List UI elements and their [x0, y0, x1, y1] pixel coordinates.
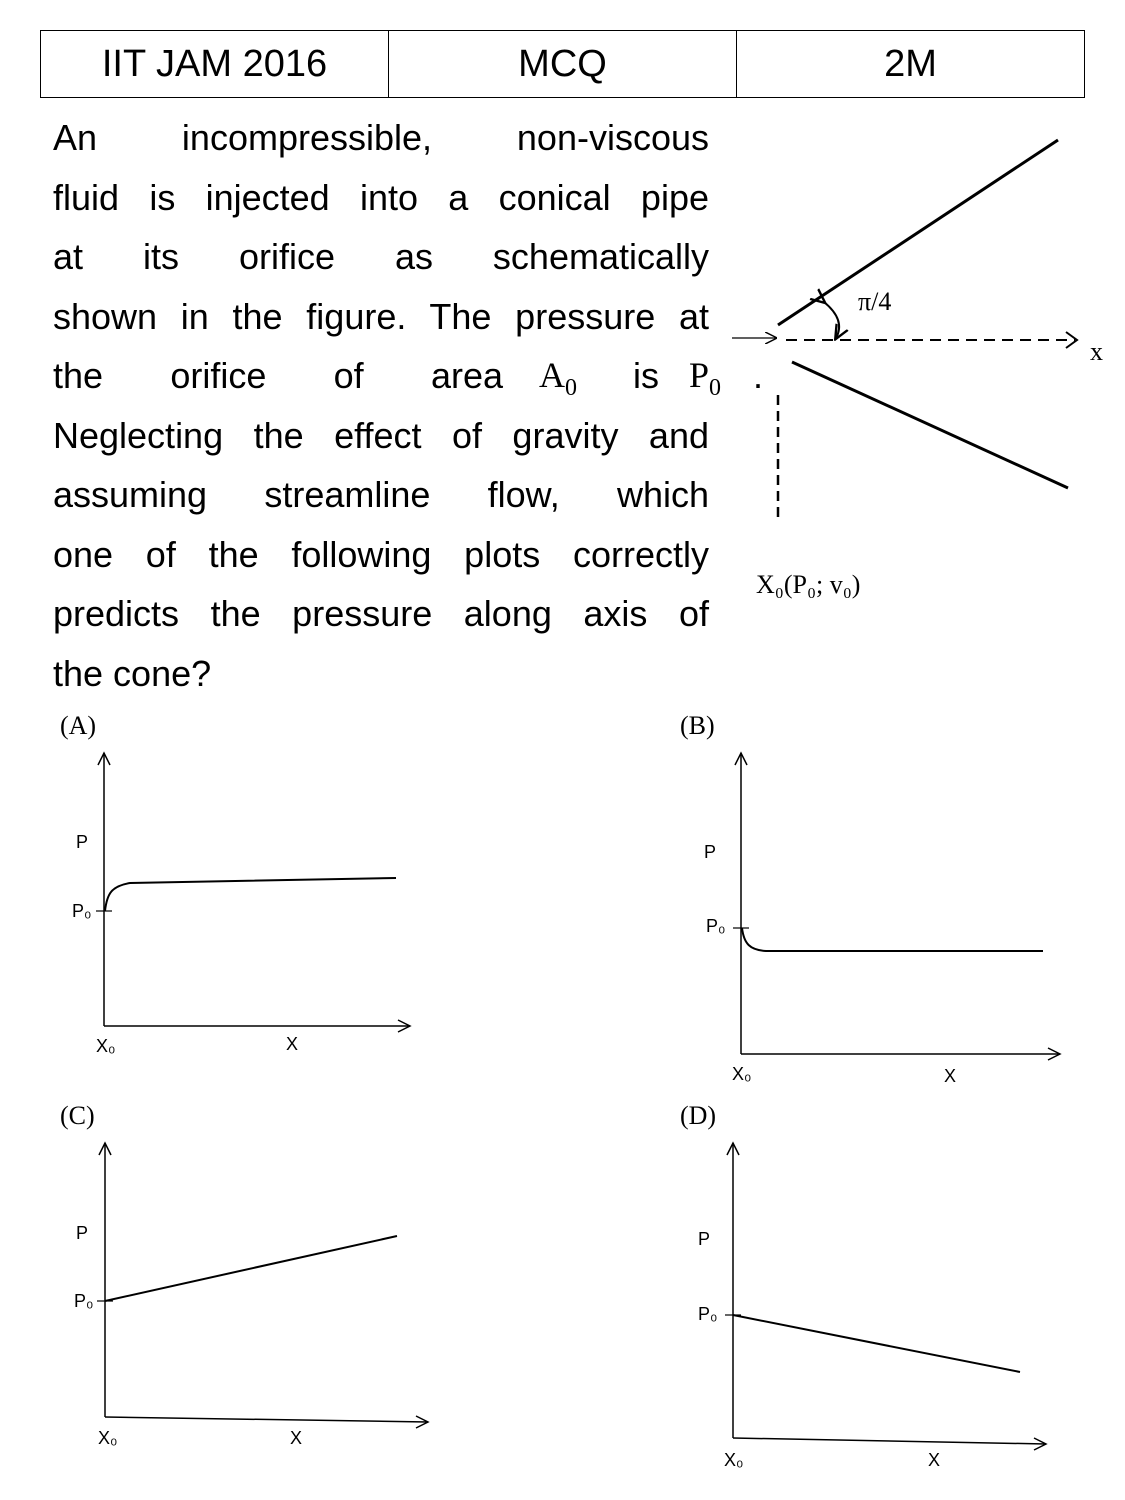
question-line: the cone? — [53, 652, 212, 694]
question-line: predicts the pressure along axis of — [53, 593, 709, 634]
axis-label: x — [1090, 337, 1103, 366]
x0-label: X₀ — [98, 1428, 118, 1448]
question-line: Neglecting the effect of gravity and — [53, 414, 709, 456]
pressure-curve — [733, 1315, 1020, 1372]
pressure-symbol — [689, 346, 721, 419]
question-line: assuming streamline flow, which — [53, 474, 709, 515]
option-c-plot — [50, 1098, 440, 1458]
option-d-plot — [670, 1098, 1070, 1488]
x-axis — [733, 1438, 1046, 1444]
area-subscript: 0 — [565, 375, 577, 402]
p0-label: P₀ — [74, 1291, 94, 1311]
orifice-label: X₀(P₀; v₀) — [756, 570, 861, 599]
question-line: one of the following plots correctly — [53, 533, 709, 575]
x-axis-label: X — [944, 1066, 957, 1086]
cone-upper-wall — [778, 140, 1058, 325]
question-line: fluid is injected into a conical pipe — [53, 176, 709, 218]
question-fragment: is — [633, 355, 659, 396]
option-a-plot — [50, 708, 430, 1068]
pressure-curve — [742, 928, 1043, 951]
y-axis-label: P — [704, 842, 717, 862]
pressure-curve — [105, 1236, 397, 1301]
option-b-plot — [670, 708, 1070, 1093]
option-c-label: (C) — [60, 1101, 95, 1130]
area-letter: A — [539, 355, 565, 395]
x0-label: X₀ — [96, 1036, 116, 1056]
question-line: shown in the figure. The pressure at — [53, 295, 709, 337]
cone-figure — [720, 120, 1120, 620]
x-axis-label: X — [290, 1428, 303, 1448]
exam-cell: IIT JAM 2016 — [41, 31, 389, 97]
p0-label: P₀ — [698, 1304, 718, 1324]
marks-cell: 2M — [884, 42, 937, 85]
x-axis — [105, 1417, 428, 1422]
axis-arrowhead — [1066, 332, 1077, 348]
x-axis-label: X — [286, 1034, 299, 1054]
type-cell: MCQ — [389, 31, 737, 97]
x-axis-label: X — [928, 1450, 941, 1470]
cone-lower-wall — [792, 362, 1068, 488]
p0-label: P₀ — [706, 916, 726, 936]
question-line — [53, 346, 764, 406]
pressure-subscript: 0 — [709, 375, 722, 402]
area-symbol — [539, 346, 577, 419]
angle-label: π/4 — [858, 287, 892, 316]
question-line: at its orifice as schematically — [53, 236, 709, 277]
x0-label: X₀ — [732, 1064, 752, 1084]
option-d-label: (D) — [680, 1101, 717, 1130]
header-table — [40, 30, 1085, 98]
option-a-label: (A) — [60, 711, 97, 740]
question-fragment: the orifice of area — [53, 355, 503, 396]
angle-arc — [824, 302, 839, 338]
question-text — [53, 108, 764, 703]
option-b-label: (B) — [680, 711, 715, 740]
pressure-curve — [105, 878, 396, 911]
question-line: An incompressible, non-viscous — [53, 117, 709, 158]
y-axis-label: P — [76, 832, 89, 852]
pressure-letter: P — [689, 355, 710, 395]
y-axis-label: P — [76, 1223, 89, 1243]
p0-label: P₀ — [72, 901, 92, 921]
question-fragment: . — [753, 355, 764, 396]
x0-label: X₀ — [724, 1450, 744, 1470]
y-axis-label: P — [698, 1229, 711, 1249]
